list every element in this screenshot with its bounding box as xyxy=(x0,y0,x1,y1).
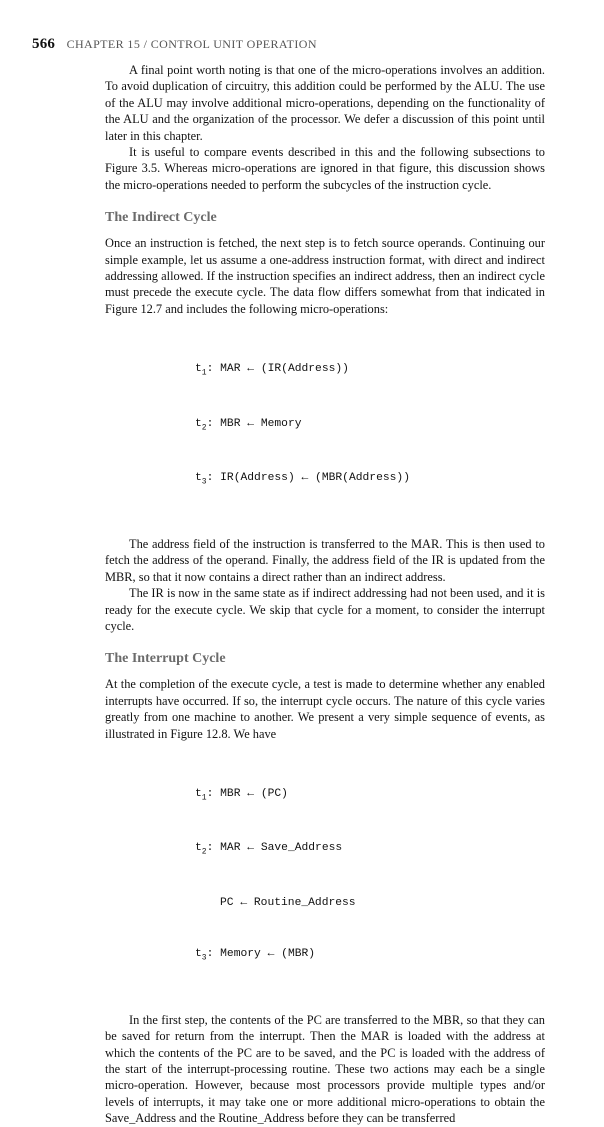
indirect-micro-ops xyxy=(195,327,545,524)
paragraph-interrupt-explain: In the first step, the contents of the PC are transferred to the MBR, so that they can be saved for return from the interrupt. Then the MAR is loaded with the address at which the contents of the PC are to be saved, and the PC is loaded with the address of the start of the interrupt-processing routine. These two actions may each be a single micro-operation. However, because most processors provide multiple types and/or levels of interrupts, it may take one or more additional micro-operations to obtain the Save_Address and the Routine_Address before they can be transferred xyxy=(105,1012,545,1126)
micro-op-line: PC ← Routine_Address xyxy=(220,896,356,909)
paragraph-indirect-intro: Once an instruction is fetched, the next step is to fetch source operands. Continuing our simple example, let us assume a one-address instruction format, with direct and indirect addressing allowed. If the instruction specifies an indirect address, then an indirect cycle must precede the execute cycle. The data flow differs somewhat from that indicated in Figure 12.7 and includes the following micro-operations: xyxy=(105,236,545,316)
paragraph-ir-state: The IR is now in the same state as if indirect addressing had not been used, and it is ready for the execute cycle. We skip that cycle for a moment, to consider the interrupt cycle. xyxy=(105,586,545,634)
page-number: 566 xyxy=(32,36,56,52)
paragraph-compare: It is useful to compare events described in this and the following subsections to Figure 3.5. Whereas micro-operations are ignored in that figure, this discussion shows the micro-operations needed to perform the subcycles of the instruction cycle. xyxy=(105,145,545,192)
micro-op-line: $t_1$: MBR ← (PC) xyxy=(195,788,288,803)
paragraph-alu: A final point worth noting is that one of the micro-operations involves an addition. To avoid duplication of circuitry, this addition could be performed by the ALU. The use of the ALU may involve additional micro-operations, depending on the functionality of the ALU and the organization of the processor. We defer a discussion of this point until later in this chapter. xyxy=(105,63,545,143)
micro-op-line: $t_2$: MBR ← Memory xyxy=(195,417,302,432)
heading-indirect-cycle: The Indirect Cycle xyxy=(105,210,217,226)
interrupt-micro-ops xyxy=(195,752,545,1000)
micro-op-line: $t_3$: IR(Address) ← (MBR(Address)) xyxy=(195,471,410,487)
page-header xyxy=(32,36,317,53)
micro-op-line: $t_1$: MAR ← (IR(Address)) xyxy=(195,363,349,378)
chapter-title: CHAPTER 15 / CONTROL UNIT OPERATION xyxy=(66,37,317,51)
paragraph-interrupt-intro: At the completion of the execute cycle, a test is made to determine whether any enabled interrupts have occurred. If so, the interrupt cycle occurs. The nature of this cycle varies greatly from one machine to another. We present a very simple sequence of events, as illustrated in Figure 12.8. We have xyxy=(105,677,545,741)
micro-op-line: $t_2$: MAR ← Save_Address xyxy=(195,842,343,857)
paragraph-indirect-explain: The address field of the instruction is transferred to the MAR. This is then used to fetch the address of the operand. Finally, the address field of the IR is updated from the MBR, so that it now contains a direct rather than an indirect address. xyxy=(105,537,545,584)
page-content xyxy=(105,62,545,1127)
micro-op-line: $t_3$: Memory ← (MBR) xyxy=(195,947,316,962)
heading-interrupt-cycle: The Interrupt Cycle xyxy=(105,651,226,667)
